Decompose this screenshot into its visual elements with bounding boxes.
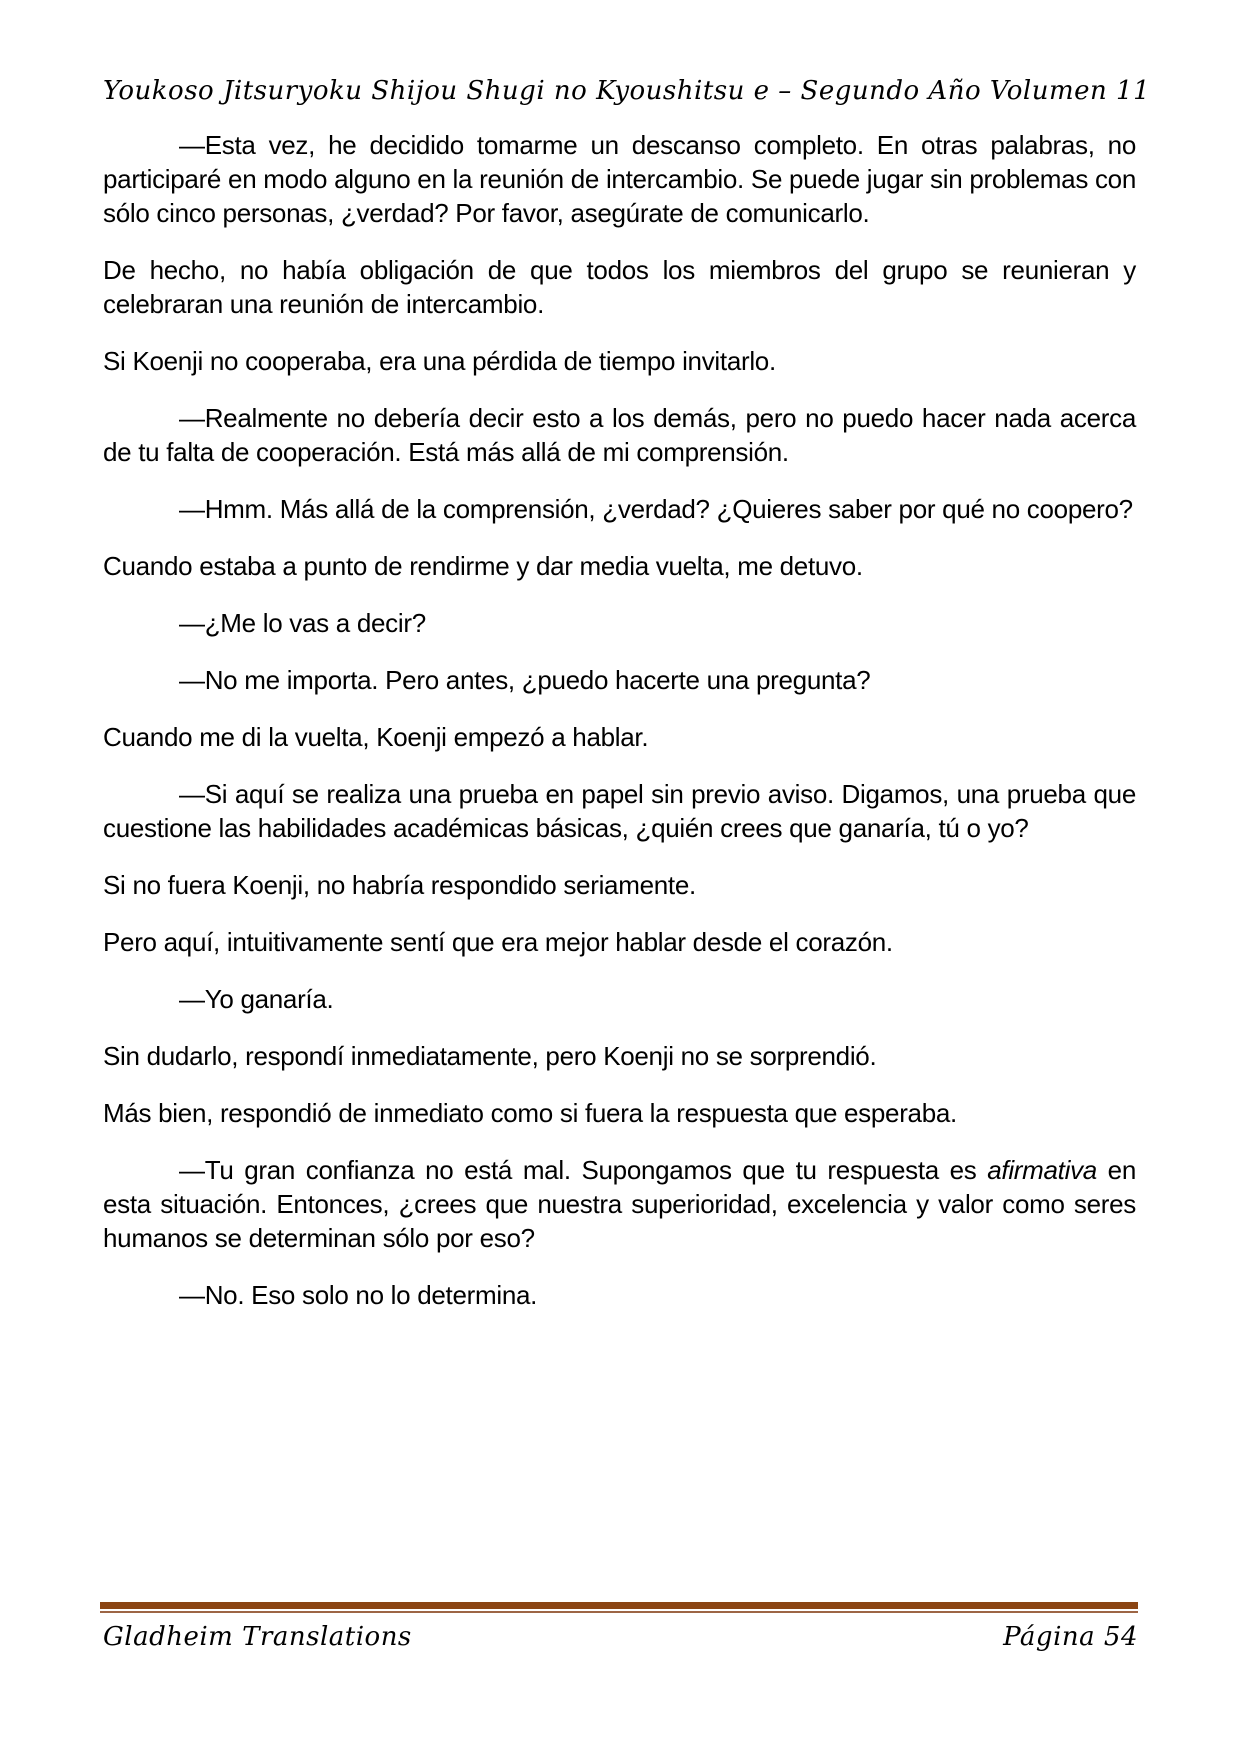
paragraph-text: Si no fuera Koenji, no habría respondido seriamente. [103,870,696,900]
paragraph [103,663,1136,697]
paragraph [103,344,1136,378]
paragraph-text: —No. Eso solo no lo determina. [179,1280,538,1310]
paragraph [103,868,1136,902]
paragraph-text: Si Koenji no cooperaba, era una pérdida de tiempo invitarlo. [103,346,776,376]
paragraph-text: Sin dudarlo, respondí inmediatamente, pero Koenji no se sorprendió. [103,1041,877,1071]
paragraph-text: —Esta vez, he decidido tomarme un descanso completo. En otras palabras, no participaré en modo alguno en la reunión de intercambio. Se puede jugar sin problemas con sólo cinco personas, ¿verdad? Por favor, asegúrate de comunicarlo. [103,130,1136,228]
paragraph-text: —Realmente no debería decir esto a los demás, pero no puedo hacer nada acerca de tu falta de cooperación. Está más allá de mi comprensión. [103,403,1136,467]
page-footer [103,1622,1138,1652]
paragraph-text: Cuando me di la vuelta, Koenji empezó a hablar. [103,722,649,752]
paragraph [103,606,1136,640]
paragraph-emphasis-text: afirmativa [987,1155,1097,1185]
paragraph [103,1039,1136,1073]
paragraph [103,492,1136,526]
paragraph-text: en esta situación. Entonces, ¿crees que nuestra superioridad, excelencia y valor como seres humanos se determinan sólo por eso? [103,1155,1136,1253]
paragraph [103,925,1136,959]
footer-divider-thin-line [100,1611,1138,1613]
paragraph-text: —Hmm. Más allá de la comprensión, ¿verdad? ¿Quieres saber por qué no coopero? [179,494,1133,524]
paragraph [103,982,1136,1016]
paragraph [103,1096,1136,1130]
paragraph-text: —Yo ganaría. [179,984,334,1014]
paragraph [103,253,1136,321]
footer-divider [100,1602,1138,1614]
paragraph-text: —¿Me lo vas a decir? [179,608,426,638]
paragraph-text: —Tu gran confianza no está mal. Supongamos que tu respuesta es [179,1155,988,1185]
page-header-title: Youkoso Jitsuryoku Shijou Shugi no Kyoushitsu e – Segundo Año Volumen 11 [103,76,1151,106]
paragraph [103,1278,1136,1312]
paragraph-text: Cuando estaba a punto de rendirme y dar media vuelta, me detuvo. [103,551,863,581]
paragraph-text: Más bien, respondió de inmediato como si fuera la respuesta que esperaba. [103,1098,957,1128]
paragraph [103,549,1136,583]
paragraph-text: De hecho, no había obligación de que todos los miembros del grupo se reunieran y celebraran una reunión de intercambio. [103,255,1136,319]
paragraph-text: —Si aquí se realiza una prueba en papel sin previo aviso. Digamos, una prueba que cuestione las habilidades académicas básicas, ¿quién crees que ganaría, tú o yo? [103,779,1136,843]
paragraph [103,1153,1136,1255]
translator-credit: Gladheim Translations [103,1622,412,1652]
paragraph [103,401,1136,469]
page-body [103,128,1136,1335]
paragraph-text: Pero aquí, intuitivamente sentí que era mejor hablar desde el corazón. [103,927,893,957]
paragraph [103,720,1136,754]
page-number: Página 54 [1003,1622,1138,1652]
paragraph-text: —No me importa. Pero antes, ¿puedo hacerte una pregunta? [179,665,871,695]
footer-divider-thick-line [100,1602,1138,1609]
paragraph [103,128,1136,230]
paragraph [103,777,1136,845]
